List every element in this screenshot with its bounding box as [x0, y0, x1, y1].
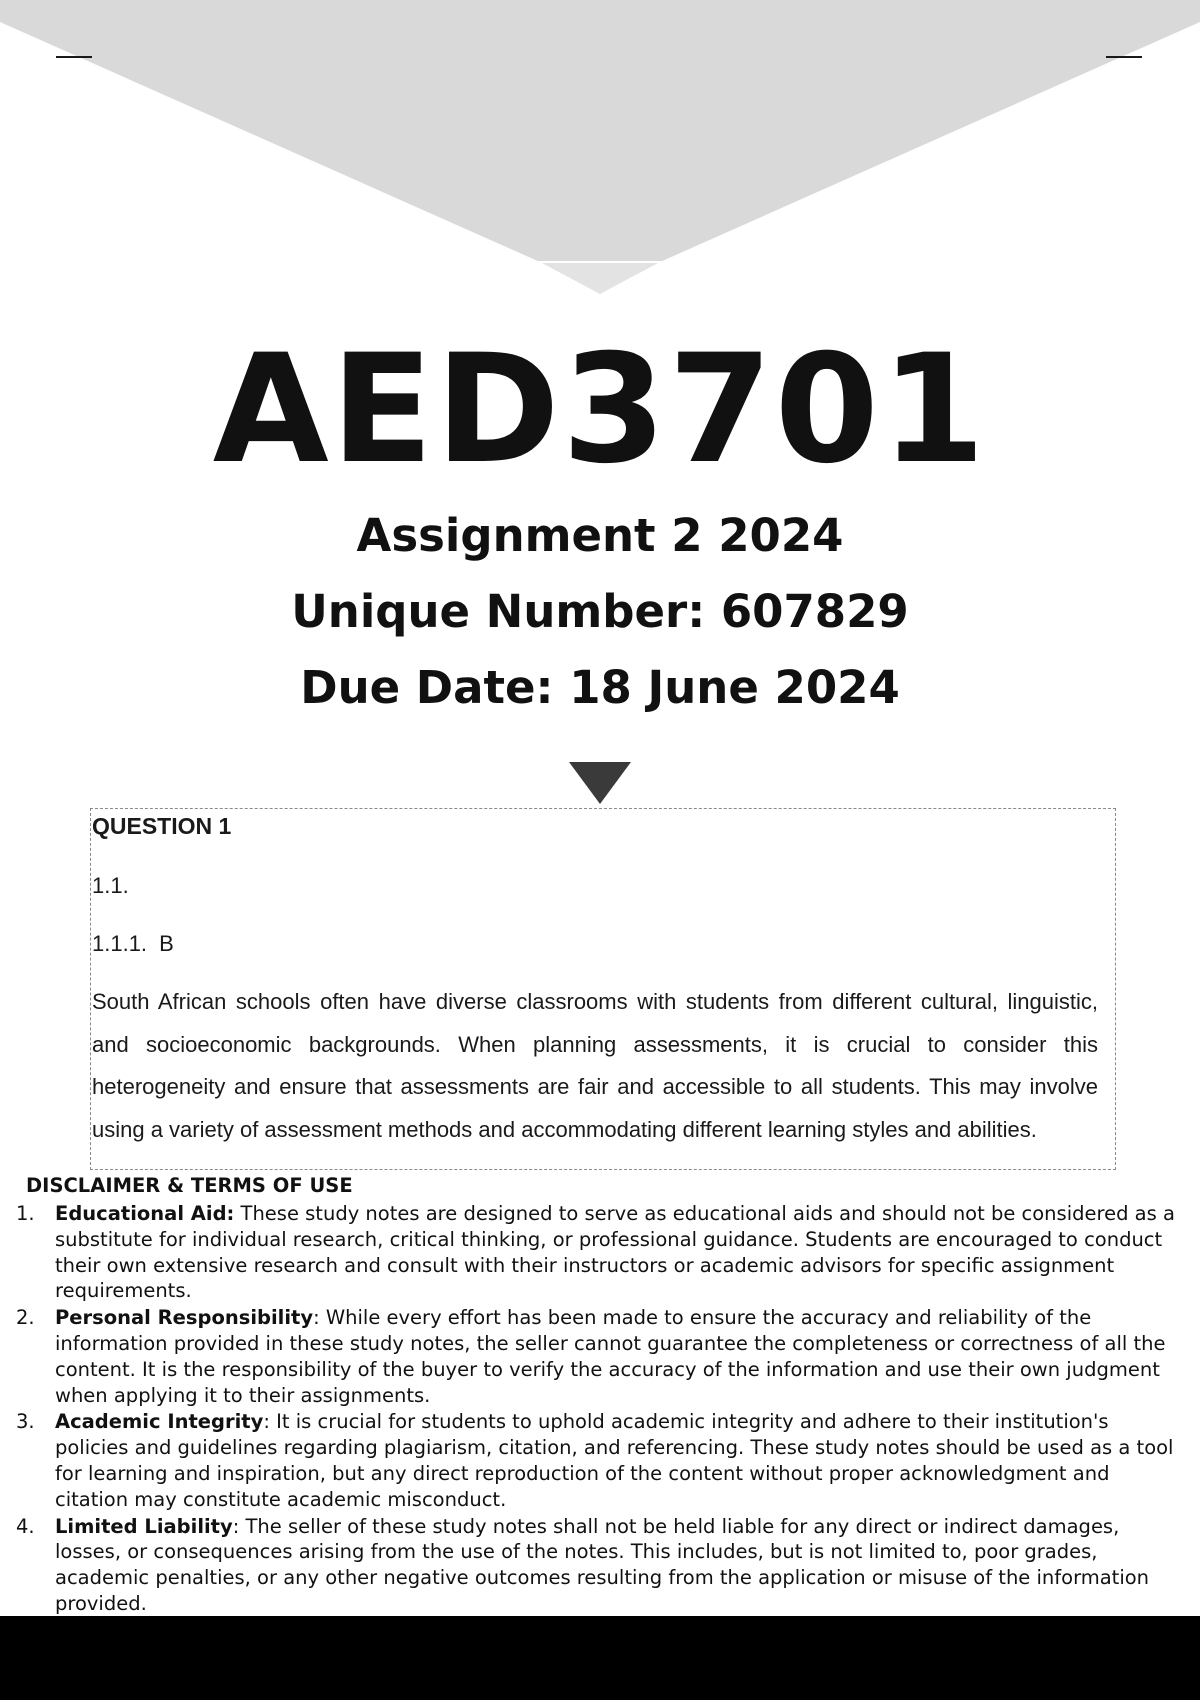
- term-description: : The seller of these study notes shall not be held liable for any direct or indirect damages, losses, or consequences arising from the use of the notes. This includes, but is not limited to, poor grades, academic penalties, or any other negative outcomes resulting from the application or misuse of the information provided.: [55, 1514, 1150, 1615]
- corner-rule-left: [56, 56, 92, 58]
- term-text: [55, 1409, 1187, 1512]
- course-code-title: AED3701: [212, 323, 988, 497]
- term-title: Limited Liability: [55, 1514, 233, 1538]
- term-text: [55, 1201, 1187, 1304]
- due-date-line: Due Date: 18 June 2024: [300, 661, 900, 714]
- term-number: 3.: [16, 1410, 35, 1434]
- question-heading: QUESTION 1: [92, 813, 232, 839]
- down-triangle-icon: [569, 762, 631, 804]
- answer-paragraph: South African schools often have diverse classrooms with students from different cultural, linguistic, and socioeconomic backgrounds. When planning assessments, it is crucial to consider this heterogeneity and ensure that assessments are fair and accessible to all students. This may involve using a variety of assessment methods and accommodating different learning styles and abilities.: [92, 989, 1098, 1142]
- term-title: Academic Integrity: [55, 1410, 264, 1434]
- unique-number-line: Unique Number: 607829: [291, 585, 909, 638]
- term-description: These study notes are designed to serve as educational aids and should not be considered as a substitute for individual research, critical thinking, or professional guidance. Students are encouraged to conduct their own extensive research and consult with their instructors or academic advisors for specific assignment requirements.: [55, 1202, 1175, 1303]
- assignment-line: Assignment 2 2024: [356, 509, 844, 562]
- term-text: [55, 1514, 1187, 1617]
- terms-list-item: [0, 1201, 1200, 1304]
- term-number: 2.: [16, 1306, 35, 1330]
- header-banner: [0, 0, 1200, 300]
- question-preview-box: [90, 808, 1116, 1170]
- term-description: : It is crucial for students to uphold academic integrity and adhere to their institution's policies and guidelines regarding plagiarism, citation, and referencing. These study notes should be used as a tool for learning and inspiration, but any direct reproduction of the content without proper acknowledgment and citation may constitute academic misconduct.: [55, 1410, 1174, 1511]
- question-number: 1.1.: [92, 873, 129, 898]
- corner-rule-right: [1106, 56, 1142, 58]
- footer-bar: [0, 1616, 1200, 1700]
- term-title: Personal Responsibility: [55, 1306, 314, 1330]
- term-number: 4.: [16, 1514, 35, 1538]
- chevron-banner-graphic: [0, 0, 1200, 300]
- terms-list-item: [0, 1305, 1200, 1408]
- sub-question-answer: 1.1.1. B: [92, 931, 174, 956]
- terms-list: [0, 1201, 1200, 1618]
- terms-list-item: [0, 1409, 1200, 1512]
- term-title: Educational Aid:: [55, 1202, 235, 1225]
- terms-list-item: [0, 1514, 1200, 1617]
- disclaimer-heading: DISCLAIMER & TERMS OF USE: [26, 1174, 353, 1197]
- term-description: : While every effort has been made to ensure the accuracy and reliability of the information provided in these study notes, the seller cannot guarantee the completeness or correctness of all the content. It is the responsibility of the buyer to verify the accuracy of the information and use their own judgment when applying it to their assignments.: [55, 1306, 1166, 1407]
- term-number: 1.: [16, 1202, 35, 1225]
- term-text: [55, 1305, 1187, 1408]
